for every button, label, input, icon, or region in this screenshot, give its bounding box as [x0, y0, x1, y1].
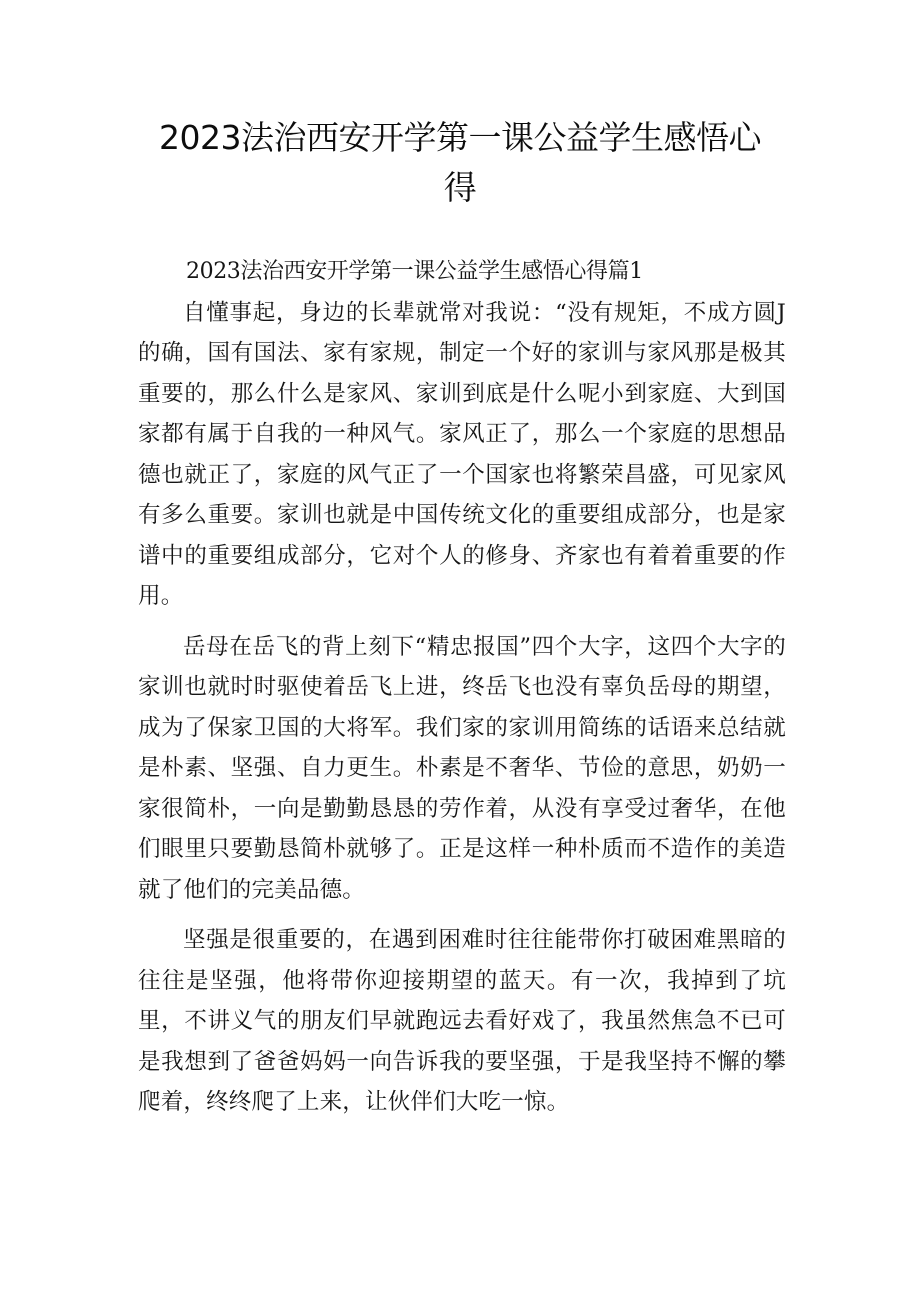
section-heading: 2023法治西安开学第一课公益学生感悟心得篇1	[186, 259, 643, 284]
paragraph-2: 岳母在岳飞的背上刻下“精忠报国”四个大字，这四个大字的家训也就时时驱使着岳飞上进，终岳飞也没有辜负岳母的期望，成为了保家卫国的大将军。我们家的家训用简练的话语来总结就是朴素、坚强、自力更生。朴素是不奢华、节俭的意思，奶奶一家很简朴，一向是勤勤恳恳的劳作着，从没有享受过奢华，在他们眼里只要勤恳简朴就够了。正是这样一种朴质而不造作的美造就了他们的完美品德。	[138, 633, 786, 903]
document-title: 2023法治西安开学第一课公益学生感悟心得	[159, 118, 761, 207]
paragraph-3: 坚强是很重要的，在遇到困难时往往能带你打破困难黑暗的往往是坚强，他将带你迎接期望的蓝天。有一次，我掉到了坑里，不讲义气的朋友们早就跑远去看好戏了，我虽然焦急不已可是我想到了爸爸妈妈一向告诉我的要坚强，于是我坚持不懈的攀爬着，终终爬了上来，让伙伴们大吃一惊。	[138, 927, 786, 1115]
paragraph-1: 自懂事起，身边的长辈就常对我说：“没有规矩，不成方圆J的确，国有国法、家有家规，制定一个好的家训与家风那是极其重要的，那么什么是家风、家训到底是什么呢小到家庭、大到国家都有属于自我的一种风气。家风正了，那么一个家庭的思想品德也就正了，家庭的风气正了一个国家也将繁荣昌盛，可见家风有多么重要。家训也就是中国传统文化的重要组成部分，也是家谱中的重要组成部分，它对个人的修身、齐家也有着着重要的作用。	[138, 299, 786, 609]
document-body	[138, 252, 786, 1123]
